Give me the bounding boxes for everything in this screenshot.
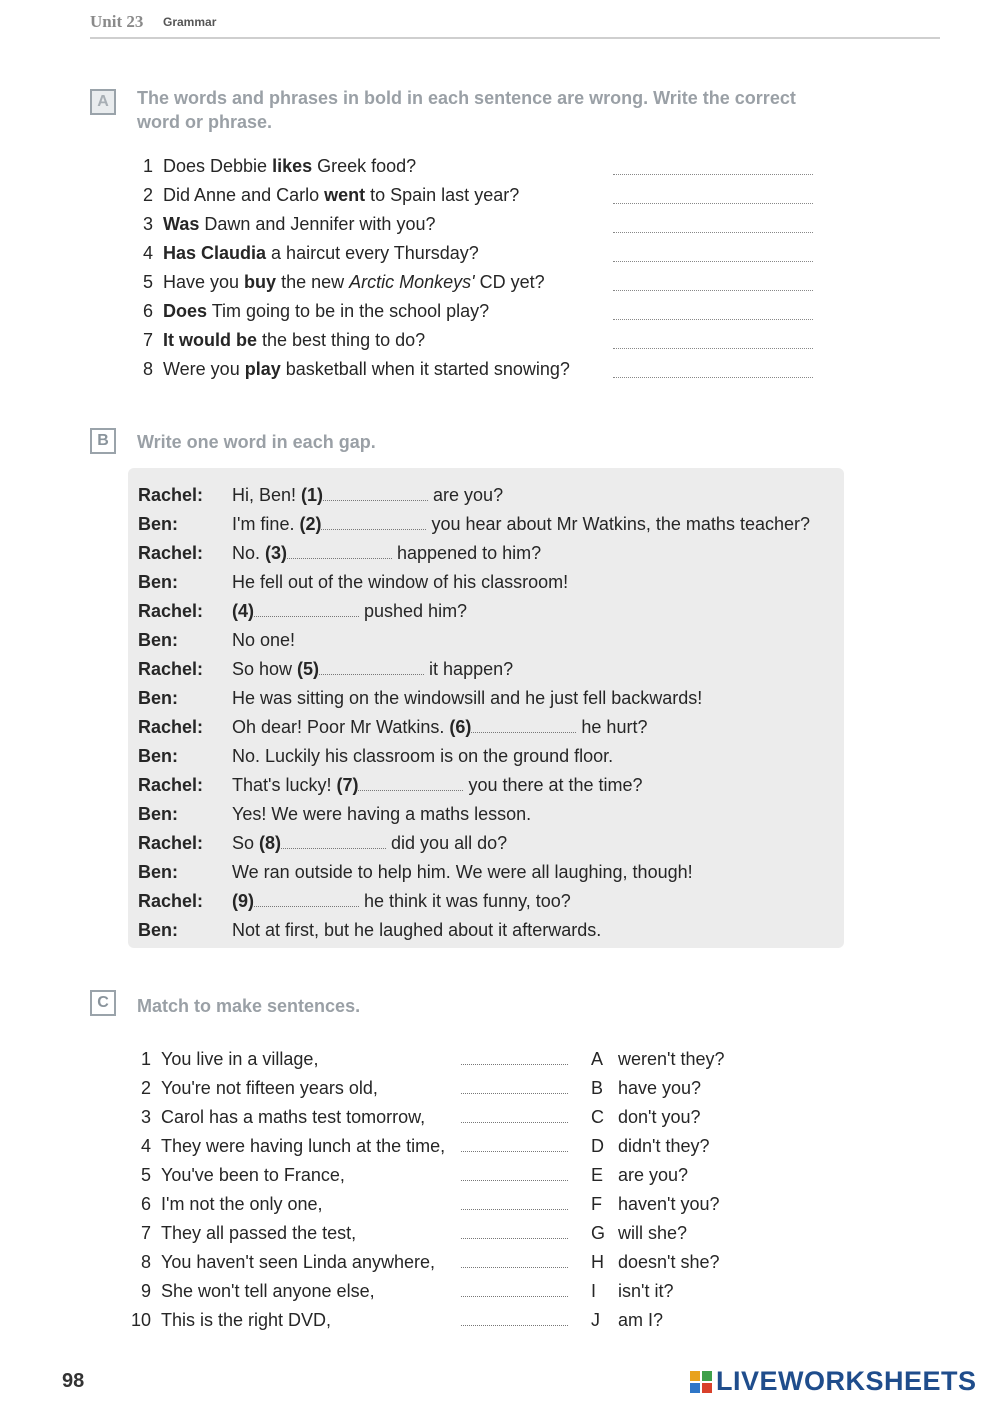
dialogue: [138, 481, 810, 945]
exercise-c-item: 4 They were having lunch at the time,: [140, 1136, 446, 1156]
answer-field-a6[interactable]: [613, 319, 813, 320]
tag-option: H doesn't she?: [591, 1252, 720, 1272]
exercise-c-tags: [591, 1045, 725, 1335]
dialogue-line: Rachel: That's lucky! (7) you there at the time?: [138, 775, 643, 795]
exercise-a-item: 2 Did Anne and Carlo went to Spain last year?: [142, 185, 520, 205]
gap-field-5[interactable]: [319, 673, 424, 675]
match-field-3[interactable]: [461, 1121, 568, 1123]
exercise-b-instruction: Write one word in each gap.: [137, 432, 376, 452]
exercise-c-item: 10 This is the right DVD,: [130, 1310, 332, 1330]
exercise-a-item: 3 Was Dawn and Jennifer with you?: [142, 214, 436, 234]
match-field-9[interactable]: [461, 1295, 568, 1297]
match-field-6[interactable]: [461, 1208, 568, 1210]
exercise-a-instruction: The words and phrases in bold in each sentence are wrong. Write the correct word or phrase.: [137, 88, 796, 132]
exercise-a-item: 5 Have you buy the new Arctic Monkeys' CD yet?: [142, 272, 545, 292]
exercise-c-item: 8 You haven't seen Linda anywhere,: [140, 1252, 435, 1272]
exercise-a-item: 7 It would be the best thing to do?: [142, 330, 426, 350]
answer-field-a4[interactable]: [613, 261, 813, 262]
dialogue-line: Rachel: So (8) did you all do?: [138, 833, 508, 853]
unit-title: Unit 23: [90, 12, 144, 31]
match-field-5[interactable]: [461, 1179, 568, 1181]
answer-field-a7[interactable]: [613, 348, 813, 349]
tag-option: A weren't they?: [591, 1049, 725, 1069]
tag-option: D didn't they?: [591, 1136, 710, 1156]
match-field-7[interactable]: [461, 1237, 568, 1239]
exercise-c-answer-column: [461, 1045, 568, 1335]
dialogue-line: Rachel: (4) pushed him?: [138, 601, 468, 621]
dialogue-line: Ben: No one!: [138, 630, 296, 650]
logo-text: LIVEWORKSHEETS: [716, 1366, 977, 1396]
answer-field-a2[interactable]: [613, 203, 813, 204]
dialogue-line: Ben: I'm fine. (2) you hear about Mr Watkins, the maths teacher?: [138, 514, 810, 534]
exercise-c-item: 7 They all passed the test,: [140, 1223, 357, 1243]
exercise-a-item: 8 Were you play basketball when it started snowing?: [142, 359, 570, 379]
dialogue-line: Rachel: Hi, Ben! (1) are you?: [138, 485, 504, 505]
match-field-8[interactable]: [461, 1266, 568, 1268]
tag-option: F haven't you?: [591, 1194, 720, 1214]
exercise-c-item: 1 You live in a village,: [140, 1049, 319, 1069]
answer-field-a1[interactable]: [613, 174, 813, 175]
answer-field-a5[interactable]: [613, 290, 813, 291]
gap-field-7[interactable]: [358, 789, 463, 791]
dialogue-line: Ben: He fell out of the window of his classroom!: [138, 572, 569, 592]
answer-field-a3[interactable]: [613, 232, 813, 233]
exercise-b-badge: B: [90, 428, 116, 454]
exercise-c-item: 9 She won't tell anyone else,: [140, 1281, 375, 1301]
exercise-c-badge: C: [90, 990, 116, 1016]
exercise-a-item: 6 Does Tim going to be in the school play?: [142, 301, 490, 321]
gap-field-3[interactable]: [287, 557, 392, 559]
exercise-c-list: [125, 1045, 445, 1335]
tag-option: I isn't it?: [591, 1281, 674, 1301]
match-field-10[interactable]: [461, 1324, 568, 1326]
gap-field-4[interactable]: [254, 615, 359, 617]
section-title: Grammar: [163, 15, 217, 29]
gap-field-9[interactable]: [254, 905, 359, 907]
gap-field-1[interactable]: [323, 499, 428, 501]
liveworksheets-logo: [690, 1366, 977, 1397]
answer-field-a8[interactable]: [613, 377, 813, 378]
exercise-a-item: 4 Has Claudia a haircut every Thursday?: [142, 243, 479, 263]
dialogue-line: Ben: No. Luckily his classroom is on the ground floor.: [138, 746, 614, 766]
tag-option: B have you?: [591, 1078, 702, 1098]
exercise-c-item: 3 Carol has a maths test tomorrow,: [140, 1107, 426, 1127]
gap-field-2[interactable]: [321, 528, 426, 530]
dialogue-line: Rachel: Oh dear! Poor Mr Watkins. (6) he hurt?: [138, 717, 648, 737]
exercise-c-item: 5 You've been to France,: [140, 1165, 345, 1185]
exercise-a-badge: A: [90, 89, 116, 115]
dialogue-line: Rachel: No. (3) happened to him?: [138, 543, 542, 563]
dialogue-line: Ben: Yes! We were having a maths lesson.: [138, 804, 532, 824]
exercise-a-list: [137, 152, 570, 384]
exercise-a-item: 1 Does Debbie likes Greek food?: [142, 156, 417, 176]
match-field-2[interactable]: [461, 1092, 568, 1094]
liveworksheets-grid-icon: [690, 1371, 712, 1393]
gap-field-6[interactable]: [471, 731, 576, 733]
tag-option: J am I?: [591, 1310, 664, 1330]
match-field-4[interactable]: [461, 1150, 568, 1152]
exercise-c-item: 6 I'm not the only one,: [140, 1194, 323, 1214]
header-divider: [90, 37, 940, 39]
dialogue-line: Ben: He was sitting on the windowsill and he just fell backwards!: [138, 688, 703, 708]
dialogue-line: Ben: Not at first, but he laughed about it afterwards.: [138, 920, 602, 940]
dialogue-line: Rachel: So how (5) it happen?: [138, 659, 514, 679]
gap-field-8[interactable]: [281, 847, 386, 849]
page-number: 98: [62, 1370, 85, 1392]
match-field-1[interactable]: [461, 1063, 568, 1065]
exercise-c-instruction: Match to make sentences.: [137, 996, 361, 1016]
dialogue-line: Rachel: (9) he think it was funny, too?: [138, 891, 571, 911]
dialogue-line: Ben: We ran outside to help him. We were all laughing, though!: [138, 862, 693, 882]
tag-option: E are you?: [591, 1165, 689, 1185]
tag-option: G will she?: [591, 1223, 688, 1243]
tag-option: C don't you?: [591, 1107, 701, 1127]
exercise-c-item: 2 You're not fifteen years old,: [140, 1078, 378, 1098]
